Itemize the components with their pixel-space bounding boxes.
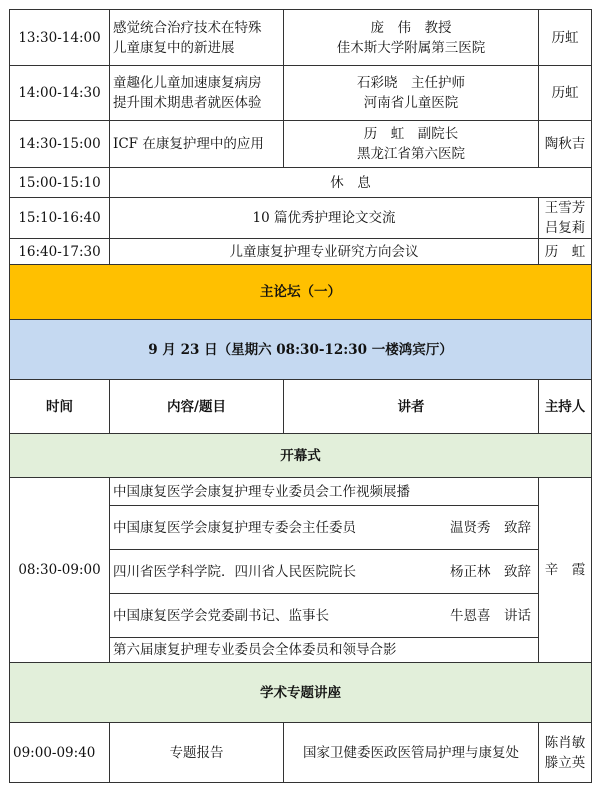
host-cell: 历虹 xyxy=(539,10,592,66)
opening-title: 开幕式 xyxy=(10,434,592,478)
topic-cell: 童趣化儿童加速康复病房 提升围术期患者就医体验 xyxy=(110,66,284,121)
table-row xyxy=(10,239,592,265)
section-row xyxy=(10,663,592,723)
time-cell: 16:40-17:30 xyxy=(10,239,110,265)
host-cell: 历虹 xyxy=(539,66,592,121)
speaker-cell: 石彩晓 主任护师 河南省儿童医院 xyxy=(284,66,539,121)
table-row xyxy=(10,723,592,783)
table-row xyxy=(10,478,592,506)
lecture-title: 学术专题讲座 xyxy=(10,663,592,723)
time-cell: 14:30-15:00 xyxy=(10,121,110,168)
host-cell: 历 虹 xyxy=(539,239,592,265)
speaker-cell: 庞 伟 教授 佳木斯大学附属第三医院 xyxy=(284,10,539,66)
time-cell: 15:10-16:40 xyxy=(10,198,110,239)
header-host: 主持人 xyxy=(539,380,592,434)
section-row xyxy=(10,434,592,478)
forum-title: 主论坛（一） xyxy=(10,265,592,320)
opening-item: 中国康复医学会康复护理专业委员会工作视频展播 xyxy=(110,478,539,506)
date-line: 9 月 23 日（星期六 08:30-12:30 一楼鸿宾厅） xyxy=(10,320,592,380)
meeting-label: 儿童康复护理专业研究方向会议 xyxy=(110,239,539,265)
host-cell: 陶秋吉 xyxy=(539,121,592,168)
schedule-table xyxy=(9,9,592,783)
speaker-cell: 国家卫健委医政医管局护理与康复处 xyxy=(284,723,539,783)
topic-cell: 专题报告 xyxy=(110,723,284,783)
time-cell: 08:30-09:00 xyxy=(10,478,110,663)
break-label: 休 息 xyxy=(110,168,592,198)
time-cell: 13:30-14:00 xyxy=(10,10,110,66)
topic-cell: ICF 在康复护理中的应用 xyxy=(110,121,284,168)
opening-item: 第六届康复护理专业委员会全体委员和领导合影 xyxy=(110,638,539,663)
table-row xyxy=(10,198,592,239)
opening-item: 中国康复医学会党委副书记、监事长 牛恩喜 讲话 xyxy=(110,594,539,638)
header-time: 时间 xyxy=(10,380,110,434)
time-cell: 14:00-14:30 xyxy=(10,66,110,121)
time-cell: 09:00-09:40 xyxy=(10,723,110,783)
table-row xyxy=(10,168,592,198)
table-row xyxy=(10,121,592,168)
topic-cell: 感觉统合治疗技术在特殊 儿童康复中的新进展 xyxy=(110,10,284,66)
table-row xyxy=(10,66,592,121)
header-row xyxy=(10,380,592,434)
speaker-cell: 历 虹 副院长 黑龙江省第六医院 xyxy=(284,121,539,168)
host-cell: 辛 霞 xyxy=(539,478,592,663)
header-speaker: 讲者 xyxy=(284,380,539,434)
exchange-label: 10 篇优秀护理论文交流 xyxy=(110,198,539,239)
time-cell: 15:00-15:10 xyxy=(10,168,110,198)
host-cell: 王雪芳 吕复莉 xyxy=(539,198,592,239)
forum-title-row xyxy=(10,265,592,320)
date-row xyxy=(10,320,592,380)
header-topic: 内容/题目 xyxy=(110,380,284,434)
opening-item: 中国康复医学会康复护理专委会主任委员 温贤秀 致辞 xyxy=(110,506,539,550)
host-cell: 陈肖敏 滕立英 xyxy=(539,723,592,783)
opening-item: 四川省医学科学院．四川省人民医院院长 杨正林 致辞 xyxy=(110,550,539,594)
table-row xyxy=(10,10,592,66)
